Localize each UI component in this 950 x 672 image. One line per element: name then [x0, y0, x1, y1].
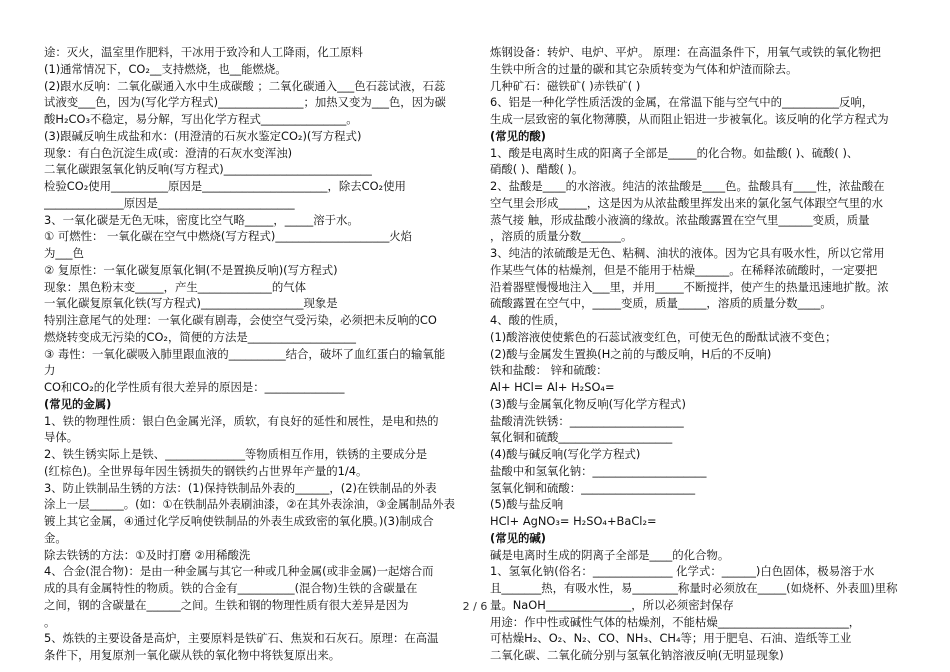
text-line: 硫酸露置在空气中，_____变质，质量_____，溶质的质量分数____。	[490, 296, 832, 311]
text-line: 镀上其它金属，④通过化学反响使铁制品的外表生成致密的氧化膜。)(3)制成合	[44, 514, 434, 528]
section-heading: (常见的酸)	[490, 128, 546, 143]
text-line: 3、一氧化碳是无色无味，密度比空气略_____，_____溶于水。	[44, 212, 359, 227]
text-line: 且_______热，有吸水性，易________称量时必须放在_____(如烧杯、外表皿)里称	[490, 581, 898, 595]
text-line: 4、合金(混合物)：是由一种金属与其它一种或几种金属(或非金属)一起熔合而	[44, 564, 434, 579]
text-line: 1、氢氧化钠(俗名：______________ 化学式：______)白色固体，极易溶于水	[490, 564, 875, 579]
text-line: 导体。	[44, 430, 79, 445]
left-column	[44, 44, 468, 664]
right-column	[490, 44, 908, 664]
text-line: 3、纯洁的浓硫酸是无色、粘稠、油状的液体。因为它具有吸水性，所以它常用	[490, 246, 885, 260]
text-line: 途：灭火，温室里作肥料，干冰用于致冷和人工降雨，化工原料	[44, 45, 363, 59]
text-line: ① 可燃性： 一氧化碳在空气中燃烧(写方程式)____________________火焰	[44, 229, 413, 244]
section-heading: (常见的碱)	[490, 530, 546, 545]
text-line: 6、铝是一种化学性质活泼的金属，在常温下能与空气中的__________反响，	[490, 95, 874, 110]
text-line: 几种矿石：磁铁矿( )赤铁矿( )	[490, 78, 641, 93]
text-line: 之间，钢的含碳量在______之间。生铁和钢的物理性质有很大差异是因为	[44, 597, 409, 612]
text-line: 成的具有金属特性的物质。铁的合金有__________(混合物)生铁的含碳量在	[44, 581, 418, 595]
text-line: 2、盐酸是____的水溶液。纯洁的浓盐酸是____色。盐酸具有____性，浓盐酸在	[490, 179, 885, 193]
text-line: (1)酸溶液使使紫色的石蕊试液变红色，可使无色的酚酞试液不变色；	[490, 329, 837, 344]
text-line: 4、酸的性质，	[490, 313, 566, 327]
text-line: 3、防止铁制品生锈的方法：(1)保持铁制品外表的______，(2)在铁制品的外表	[44, 480, 437, 495]
text-line: 氧化铜和硫酸____________________	[490, 430, 673, 445]
text-line: 。	[44, 614, 56, 629]
text-line: 量。NaOH_______________，所以必须密封保存	[490, 597, 734, 612]
text-line: 特别注意尾气的处理：一氧化碳有剧毒，会使空气受污染，必须把未反响的CO	[44, 313, 437, 327]
text-line: 碱是电离时生成的阴离子全部是____的化合物。	[490, 547, 730, 562]
text-line: 可枯燥H₂、O₂、N₂、CO、NH₃、CH₄等；用于肥皂、石油、造纸等工业	[490, 631, 852, 646]
page-number: 2 / 6	[462, 600, 488, 613]
text-line: 生铁中所含的过量的碳和其它杂质转变为气体和炉渣而除去。	[490, 61, 798, 76]
text-line: 硝酸( )、醋酸( )。	[490, 162, 584, 177]
text-line: ② 复原性：一氧化碳复原氧化铜(不是置换反响)(写方程式)	[44, 262, 338, 277]
text-line: (4)酸与碱反响(写化学方程式)	[490, 447, 641, 461]
text-line: 除去铁锈的方法：①及时打磨 ②用稀酸洗	[44, 547, 251, 562]
text-line: 现象：黑色粉末变_____，产生_____________的气体	[44, 279, 306, 294]
text-line: 现象：有白色沉淀生成(或：澄清的石灰水变浑浊)	[44, 145, 293, 160]
text-line: (2)跟水反响：二氧化碳通入水中生成碳酸 ；二氧化碳通入___色石蕊试液，石蕊	[44, 78, 446, 93]
text-line: 燃烧转变成无污染的CO₂，简便的方法是___________________	[44, 329, 356, 344]
text-line: CO和CO₂的化学性质有很大差异的原因是：______________	[44, 380, 345, 394]
text-line: 试液变___色，因为(写化学方程式)_______________；加热又变为___色，因为碳	[44, 95, 446, 110]
section-heading: (常见的金属)	[44, 396, 112, 411]
text-line: 盐酸清洗铁锈：____________________	[490, 413, 684, 428]
text-line: 1、铁的物理性质：银白色金属光泽，质软，有良好的延性和展性，是电和热的	[44, 413, 439, 428]
text-line: 检验CO₂使用__________原因是______________________，除去CO₂使用	[44, 179, 406, 193]
text-line: (2)酸与金属发生置换(H之前的与酸反响，H后的不反响)	[490, 346, 772, 361]
text-line: 5、炼铁的主要设备是高炉，主要原料是铁矿石、焦炭和石灰石。原理：在高温	[44, 631, 439, 646]
text-line: 为___色	[44, 246, 84, 260]
text-line: 2、铁生锈实际上是铁、______________等物质相互作用，铁锈的主要成分是	[44, 447, 428, 461]
text-line: 金。	[44, 530, 67, 545]
text-line: 生成一层致密的氧化物薄膜，从而阻止铝进一步被氧化。该反响的化学方程式为	[490, 112, 889, 126]
text-line: ③ 毒性：一氧化碳吸入肺里跟血液的__________结合，破坏了血红蛋白的输氧能	[44, 346, 446, 361]
text-line: 二氧化碳、二氧化硫分别与氢氧化钠溶液反响(无明显现象)	[490, 648, 784, 662]
text-line: 二氧化碳跟氢氧化钠反响(写方程式)__________________________	[44, 162, 372, 177]
text-line: 力	[44, 363, 56, 378]
text-line: 蒸气接 触，形成盐酸小液滴的缘故。浓盐酸露置在空气里______变质，质量	[490, 212, 870, 227]
text-line: 作某些气体的枯燥剂，但是不能用于枯燥______。在稀释浓硫酸时，一定要把	[490, 262, 878, 277]
text-line: 铁和盐酸： 锌和硫酸：	[490, 363, 608, 378]
text-line: ，溶质的质量分数_______。	[490, 229, 633, 244]
text-line: 空气里会形成_____，这是因为从浓盐酸里挥发出来的氯化氢气体跟空气里的水	[490, 195, 883, 210]
text-line: 涂上一层______。(如：①在铁制品外表刷油漆，②在其外表涂油，③金属制品外表	[44, 497, 455, 512]
text-line: HCl+ AgNO₃= H₂SO₄+BaCl₂=	[490, 514, 657, 528]
text-line: 用途：作中性或碱性气体的枯燥剂，不能枯燥_______________________，	[490, 614, 861, 629]
text-line: (红棕色)。全世界每年因生锈损失的钢铁约占世界年产量的1/4。	[44, 463, 368, 478]
text-line: 1、酸是电离时生成的阳离子全部是_____的化合物。如盐酸( )、硫酸( )、	[490, 145, 859, 160]
text-line: 氢氧化铜和硫酸：____________________	[490, 480, 696, 495]
text-line: (3)跟碱反响生成盐和水：(用澄清的石灰水鉴定CO₂)(写方程式)	[44, 128, 362, 143]
text-line: (3)酸与金属氧化物反响(写化学方程式)	[490, 396, 686, 411]
text-line: Al+ HCl= Al+ H₂SO₄=	[490, 380, 615, 394]
text-line: (1)通常情况下，CO₂__支持燃烧，也__能燃烧。	[44, 61, 287, 76]
text-line: 盐酸中和氢氧化钠：____________________	[490, 463, 707, 478]
text-line: 条件下，用复原剂一氧化碳从铁的氧化物中将铁复原出来。	[44, 648, 341, 662]
text-line: (5)酸与盐反响	[490, 497, 564, 512]
text-line: 沿着器壁慢慢地注入___里，并用_____不断搅拌，使产生的热量迅速地扩散。浓	[490, 279, 889, 294]
text-line: 酸H₂CO₃不稳定，易分解，写出化学方程式_______________。	[44, 112, 358, 126]
text-line: 一氧化碳复原氧化铁(写方程式)__________________现象是	[44, 296, 338, 311]
text-line: ______________原因是________________________	[44, 195, 295, 210]
text-line: 炼钢设备：转炉、电炉、平炉。 原理：在高温条件下，用氧气或铁的氧化物把	[490, 45, 881, 59]
